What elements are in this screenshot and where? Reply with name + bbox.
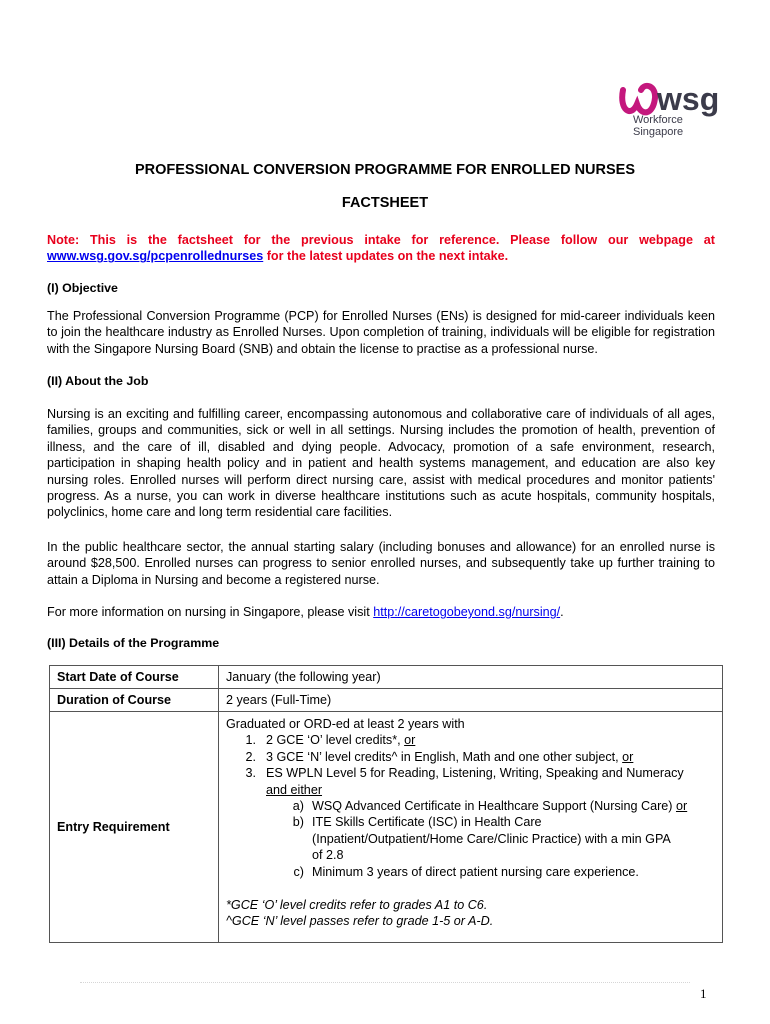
wsg-link[interactable]: www.wsg.gov.sg/pcpenrollednurses — [47, 249, 264, 264]
note-paragraph — [47, 232, 715, 265]
start-value: January (the following year) — [219, 666, 723, 689]
item-text: ES WPLN Level 5 for Reading, Listening, Writing, Speaking and Numeracy — [266, 766, 684, 781]
item-or: or — [404, 733, 416, 748]
entry-label: Entry Requirement — [50, 712, 219, 943]
logo-subtitle — [633, 114, 683, 138]
item-number: 3. — [245, 766, 256, 781]
item-number: 1. — [245, 733, 256, 748]
item-text: 2 GCE ‘O’ level credits*, — [266, 733, 405, 748]
sub-text: ITE Skills Certificate (ISC) in Health Care — [312, 815, 542, 830]
logo-line2: Singapore — [633, 126, 684, 138]
objective-heading: (I) Objective — [47, 281, 118, 295]
job-text-2: In the public healthcare sector, the annual starting salary (including bonuses and allowance) for an enrolled nurse is around $28,500. Enrolled nurses can progress to senior enrolled nurses, and subsequently take up further training to attain a Diploma in Nursing and become a registered nurse. — [47, 540, 715, 587]
duration-value: 2 years (Full-Time) — [219, 689, 723, 712]
item-text: 3 GCE ‘N’ level credits^ in English, Math and one other subject, — [266, 749, 623, 764]
entry-item-2 — [226, 749, 715, 765]
entry-intro: Graduated or ORD-ed at least 2 years with — [226, 717, 465, 731]
note-text: Note: This is the factsheet for the previous intake for reference. Please follow our webpage at — [47, 233, 715, 247]
footnote-o-level: *GCE ‘O’ level credits refer to grades A1 to C6. — [226, 898, 488, 913]
nursing-link[interactable]: http://caretogobeyond.sg/nursing/ — [373, 605, 561, 619]
start-label: Start Date of Course — [50, 666, 219, 689]
logo-line1: Workforce — [633, 114, 683, 126]
footer-divider — [80, 982, 690, 983]
entry-value — [219, 712, 723, 943]
sub-text: WSQ Advanced Certificate in Healthcare Support (Nursing Care) — [312, 799, 676, 814]
duration-label: Duration of Course — [50, 689, 219, 712]
sub-label: c) — [293, 864, 304, 879]
logo-brand: wsg — [657, 81, 720, 117]
info-suffix: . — [560, 605, 564, 619]
job-heading: (II) About the Job — [47, 374, 149, 388]
programme-table — [49, 665, 723, 943]
info-paragraph — [47, 604, 715, 620]
sub-text: Minimum 3 years of direct patient nursing care experience. — [312, 864, 639, 879]
info-prefix: For more information on nursing in Singapore, please visit — [47, 605, 374, 619]
item-number: 2. — [245, 749, 256, 764]
page-number: 1 — [700, 986, 707, 1001]
table-row — [50, 712, 723, 943]
item-or: or — [622, 749, 634, 764]
sub-item-b-line2: (Inpatient/Outpatient/Home Care/Clinic Practice) with a min GPA — [312, 831, 671, 846]
sub-or: or — [675, 799, 688, 814]
sub-label: a) — [292, 799, 304, 814]
footnote-n-level: ^GCE ‘N’ level passes refer to grade 1-5 or A-D. — [226, 914, 494, 929]
sub-item-a — [226, 798, 715, 814]
page-subtitle: FACTSHEET — [341, 195, 429, 211]
sub-item-b — [226, 814, 715, 830]
note-tail: for the latest updates on the next intake. — [263, 249, 509, 264]
details-heading: (III) Details of the Programme — [47, 636, 220, 650]
and-either: and either — [266, 782, 323, 797]
objective-text: The Professional Conversion Programme (PCP) for Enrolled Nurses (ENs) is designed for mid-career individuals keen to join the healthcare industry as Enrolled Nurses. Upon completion of training, individuals will be eligible for registration with the Singapore Nursing Board (SNB) and obtain the license to practise as a professional nurse. — [47, 309, 715, 356]
job-text-1: Nursing is an exciting and fulfilling career, encompassing autonomous and collaborative care of individuals of all ages, families, groups and communities, sick or well in all settings. Nursing includes the promotion of health, prevention of illness, and the care of ill, disabled and dying people. Advocacy, promotion of a safe environment, research, participation in shaping health policy and in patient and health systems management, and education are also key nursing roles. Enrolled nurses will perform direct nursing care, assist with medical procedures and monitor patients' progress. As a nurse, you can work in diverse healthcare institutions such as acute hospitals, community hospitals, polyclinics, home care and long term residential care facilities. — [47, 407, 715, 520]
entry-item-3 — [226, 765, 715, 781]
table-row — [50, 689, 723, 712]
table-row — [50, 666, 723, 689]
sub-label: b) — [292, 815, 304, 830]
sub-item-b-line3: of 2.8 — [312, 848, 344, 863]
page-title: PROFESSIONAL CONVERSION PROGRAMME FOR ENROLLED NURSES — [134, 162, 636, 178]
entry-item-1 — [226, 732, 715, 748]
sub-item-c — [226, 864, 715, 880]
